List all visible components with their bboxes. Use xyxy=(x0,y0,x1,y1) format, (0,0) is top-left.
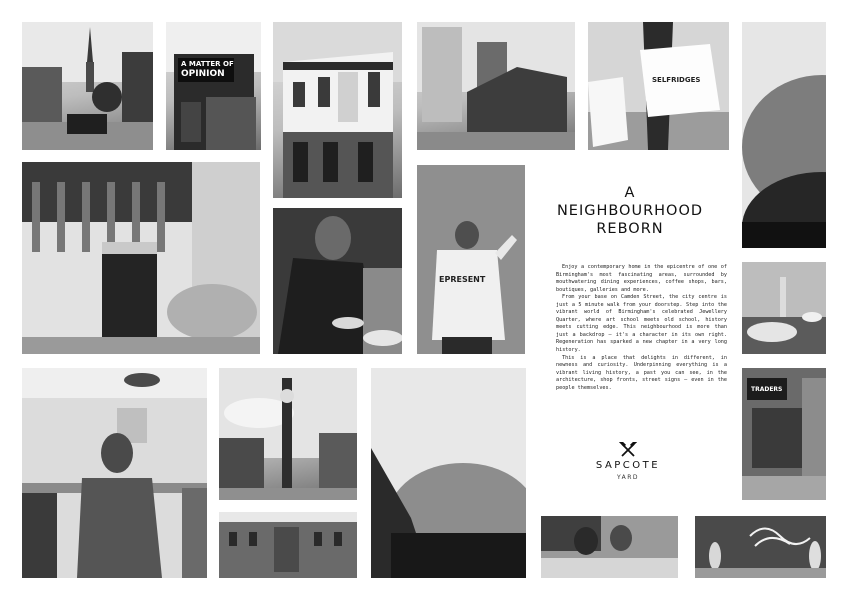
traders-sign: TRADERS xyxy=(751,386,783,393)
selfridges-bag-label: SELFRIDGES xyxy=(652,76,701,84)
photo-bearded-man-cafe xyxy=(22,368,207,578)
photo-jewellery-workshop xyxy=(541,516,678,578)
photo-selfridges-shopping-bags xyxy=(588,22,729,150)
photo-storefront-traders xyxy=(742,368,826,500)
photo-selfridges-dome-close xyxy=(371,368,526,578)
body-paragraph-2: From your base on Camden Street, the city centre is just a 5 minute walk from your doorstep. Step into the vibrant world of Birmingham's celebrated Jewellery Quarter, where art school meets old school, history meets cutting edge. This neighbourhood is more than just a backdrop – it's a character in its own right. Regeneration has sparked a new chapter in a very long history. xyxy=(556,294,727,354)
headline-line3: REBORN xyxy=(596,221,664,237)
photo-red-brick-facade xyxy=(219,512,357,578)
opinion-sign-line2: OPINION xyxy=(181,69,225,79)
body-paragraph-1: Enjoy a contemporary home in the epicentre of one of Birmingham's most fascinating areas, surrounded by mouthwatering dining experiences, coffee shops, bars, boutiques, galleries and more. xyxy=(556,264,727,293)
photo-mural-street xyxy=(695,516,826,578)
photo-a-matter-of-opinion-sign xyxy=(166,22,261,150)
photo-table-dining xyxy=(742,262,826,354)
body-copy xyxy=(556,264,727,392)
tshirt-print: EPRESENT xyxy=(439,275,486,284)
photo-man-writing-on-wall xyxy=(417,165,525,354)
photo-clock-tower xyxy=(219,368,357,500)
headline-line1: A xyxy=(624,185,636,201)
crossed-hammers-icon xyxy=(619,442,637,458)
photo-corner-building xyxy=(273,22,402,198)
logo-name: SAPCOTE xyxy=(595,460,661,471)
photo-selfridges-building-dome xyxy=(742,22,826,248)
photo-street-church-spire xyxy=(22,22,153,150)
headline-line2: NEIGHBOURHOOD xyxy=(556,203,704,219)
photo-beer-taps-pint xyxy=(22,162,260,354)
headline xyxy=(545,184,715,238)
body-paragraph-3: This is a place that delights in different, in newness and curiosity. Underpinning everything is a vibrant living history, a past you can see, in the architecture, shop fronts, street signs – even in the people themselves. xyxy=(556,354,727,391)
photo-chef-plating xyxy=(273,208,402,354)
logo-subtitle: YARD xyxy=(616,474,640,481)
opinion-sign-line1: A MATTER OF xyxy=(181,60,234,68)
photo-canal-warehouses xyxy=(417,22,575,150)
